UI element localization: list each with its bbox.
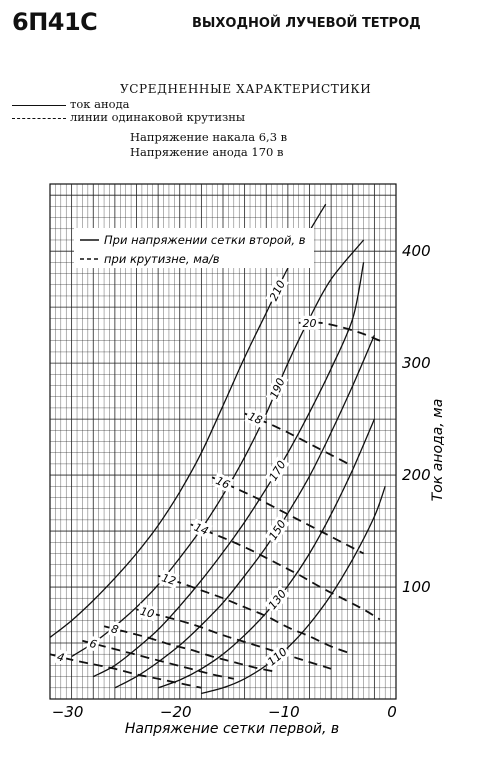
y-axis-label: Ток анода, ма (430, 398, 446, 502)
inner-legend (74, 228, 314, 268)
transconductance-label-20: 20 (302, 316, 317, 330)
screen-voltage-label-190: 190 (267, 376, 288, 401)
axis-ticks (52, 242, 431, 721)
screen-voltage-label-210-group (265, 276, 288, 305)
filament-voltage-condition: Напряжение накала 6,3 в (130, 130, 288, 144)
transconductance-label-4-group (54, 649, 68, 665)
transconductance-label-14-group (190, 519, 212, 539)
anode-voltage-condition: Напряжение анода 170 в (130, 145, 284, 159)
screen-voltage-label-110: 110 (265, 645, 290, 669)
transconductance-label-6-group (86, 635, 100, 651)
screen-voltage-label-190-group (266, 374, 289, 402)
y-tick-label: 400 (402, 242, 431, 261)
transconductance-label-6: 6 (88, 636, 99, 652)
transconductance-label-10-group (137, 603, 158, 621)
chart-title: УСРЕДНЕННЫЕ ХАРАКТЕРИСТИКИ (120, 82, 372, 96)
screen-voltage-label-130: 130 (265, 587, 290, 612)
transconductance-label-12: 12 (160, 571, 178, 588)
transconductance-label-4: 4 (55, 650, 66, 665)
inner-legend-solid-label: При напряжении сетки второй, в (104, 233, 306, 247)
x-axis-label: Напряжение сетки первой, в (124, 721, 340, 737)
y-tick-label: 200 (402, 466, 431, 485)
y-tick-label: 100 (402, 578, 431, 597)
transconductance-label-18-group (244, 408, 266, 428)
screen-voltage-label-170-group (265, 456, 290, 485)
transconductance-label-20-group (301, 316, 319, 330)
transconductance-label-8: 8 (109, 622, 120, 637)
legend-transconductance-label: линии одинаковой крутизны (70, 110, 246, 124)
tube-type: 6П41С (12, 8, 98, 36)
screen-voltage-label-150: 150 (266, 517, 289, 543)
transconductance-line-14 (191, 524, 380, 619)
screen-voltage-label-210: 210 (267, 278, 288, 303)
inner-legend-dashed-label: при крутизне, ма/в (104, 252, 220, 266)
x-tick-label: −10 (268, 703, 300, 721)
tube-description: ВЫХОДНОЙ ЛУЧЕВОЙ ТЕТРОД (192, 16, 421, 31)
transconductance-label-10: 10 (138, 604, 156, 621)
legend-anode-current-label: ток анода (70, 97, 130, 111)
x-tick-label: −30 (51, 703, 84, 721)
transconductance-label-8-group (108, 621, 122, 637)
transconductance-label-12-group (158, 570, 179, 589)
screen-voltage-label-170: 170 (266, 458, 289, 484)
transconductance-label-16: 16 (213, 474, 232, 492)
x-tick-label: 0 (387, 703, 397, 721)
x-tick-label: −20 (159, 703, 192, 721)
y-tick-label: 300 (402, 354, 431, 373)
transconductance-label-14: 14 (192, 520, 211, 538)
transconductance-label-18: 18 (246, 409, 265, 428)
anode-curve-210 (50, 204, 326, 637)
